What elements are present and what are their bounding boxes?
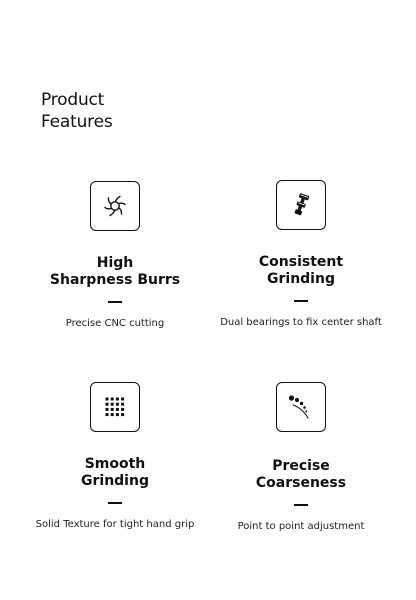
grid-dot [121,403,124,406]
grid-dot [116,408,119,411]
feature-precise-coarseness [201,382,401,533]
grid-dot [121,413,124,416]
feature-title-line-1: Smooth [84,456,146,472]
feature-high-sharpness-burrs [15,181,215,330]
page-title-line-2: Features [41,112,113,132]
divider-dash [294,300,308,302]
feature-icon-frame [90,181,140,231]
bearing-shaft-icon [287,191,315,219]
feature-title [201,254,401,288]
grid-dot [106,413,109,416]
feature-title [15,255,215,289]
feature-icon-frame [90,382,140,432]
dot-grid-texture-icon [101,393,129,421]
grid-dot [106,408,109,411]
feature-consistent-grinding [201,180,401,329]
coarseness-dots-icon [287,393,315,421]
feature-icon-frame [276,180,326,230]
grid-dot [111,413,114,416]
page-title-line-1: Product [41,90,105,110]
feature-title-line-2: Grinding [267,271,335,287]
grid-dot [111,398,114,401]
grid-dot [121,398,124,401]
feature-description: Dual bearings to fix center shaft [220,316,382,328]
grid-dot [116,398,119,401]
feature-title [15,456,215,490]
grid-dot [116,413,119,416]
feature-description: Point to point adjustment [237,520,365,532]
feature-title-line-1: Consistent [258,254,344,270]
divider-dash [294,504,308,506]
grid-dot [111,408,114,411]
grid-dot [106,403,109,406]
feature-smooth-grinding [15,382,215,531]
feature-title-line-2: Coarseness [255,475,347,491]
feature-description: Precise CNC cutting [65,317,165,329]
grid-dot [116,403,119,406]
feature-description: Solid Texture for tight hand grip [35,518,195,530]
feature-title [201,458,401,492]
divider-dash [108,301,122,303]
feature-title-line-1: High [96,255,134,271]
feature-icon-frame [276,382,326,432]
grid-dot [106,398,109,401]
grid-dot [121,408,124,411]
divider-dash [108,502,122,504]
feature-title-line-2: Grinding [81,473,149,489]
feature-title-line-2: Sharpness Burrs [49,272,181,288]
burr-blade-icon [101,192,129,220]
grid-dot [111,403,114,406]
feature-title-line-1: Precise [272,458,330,474]
page-title [41,89,181,133]
